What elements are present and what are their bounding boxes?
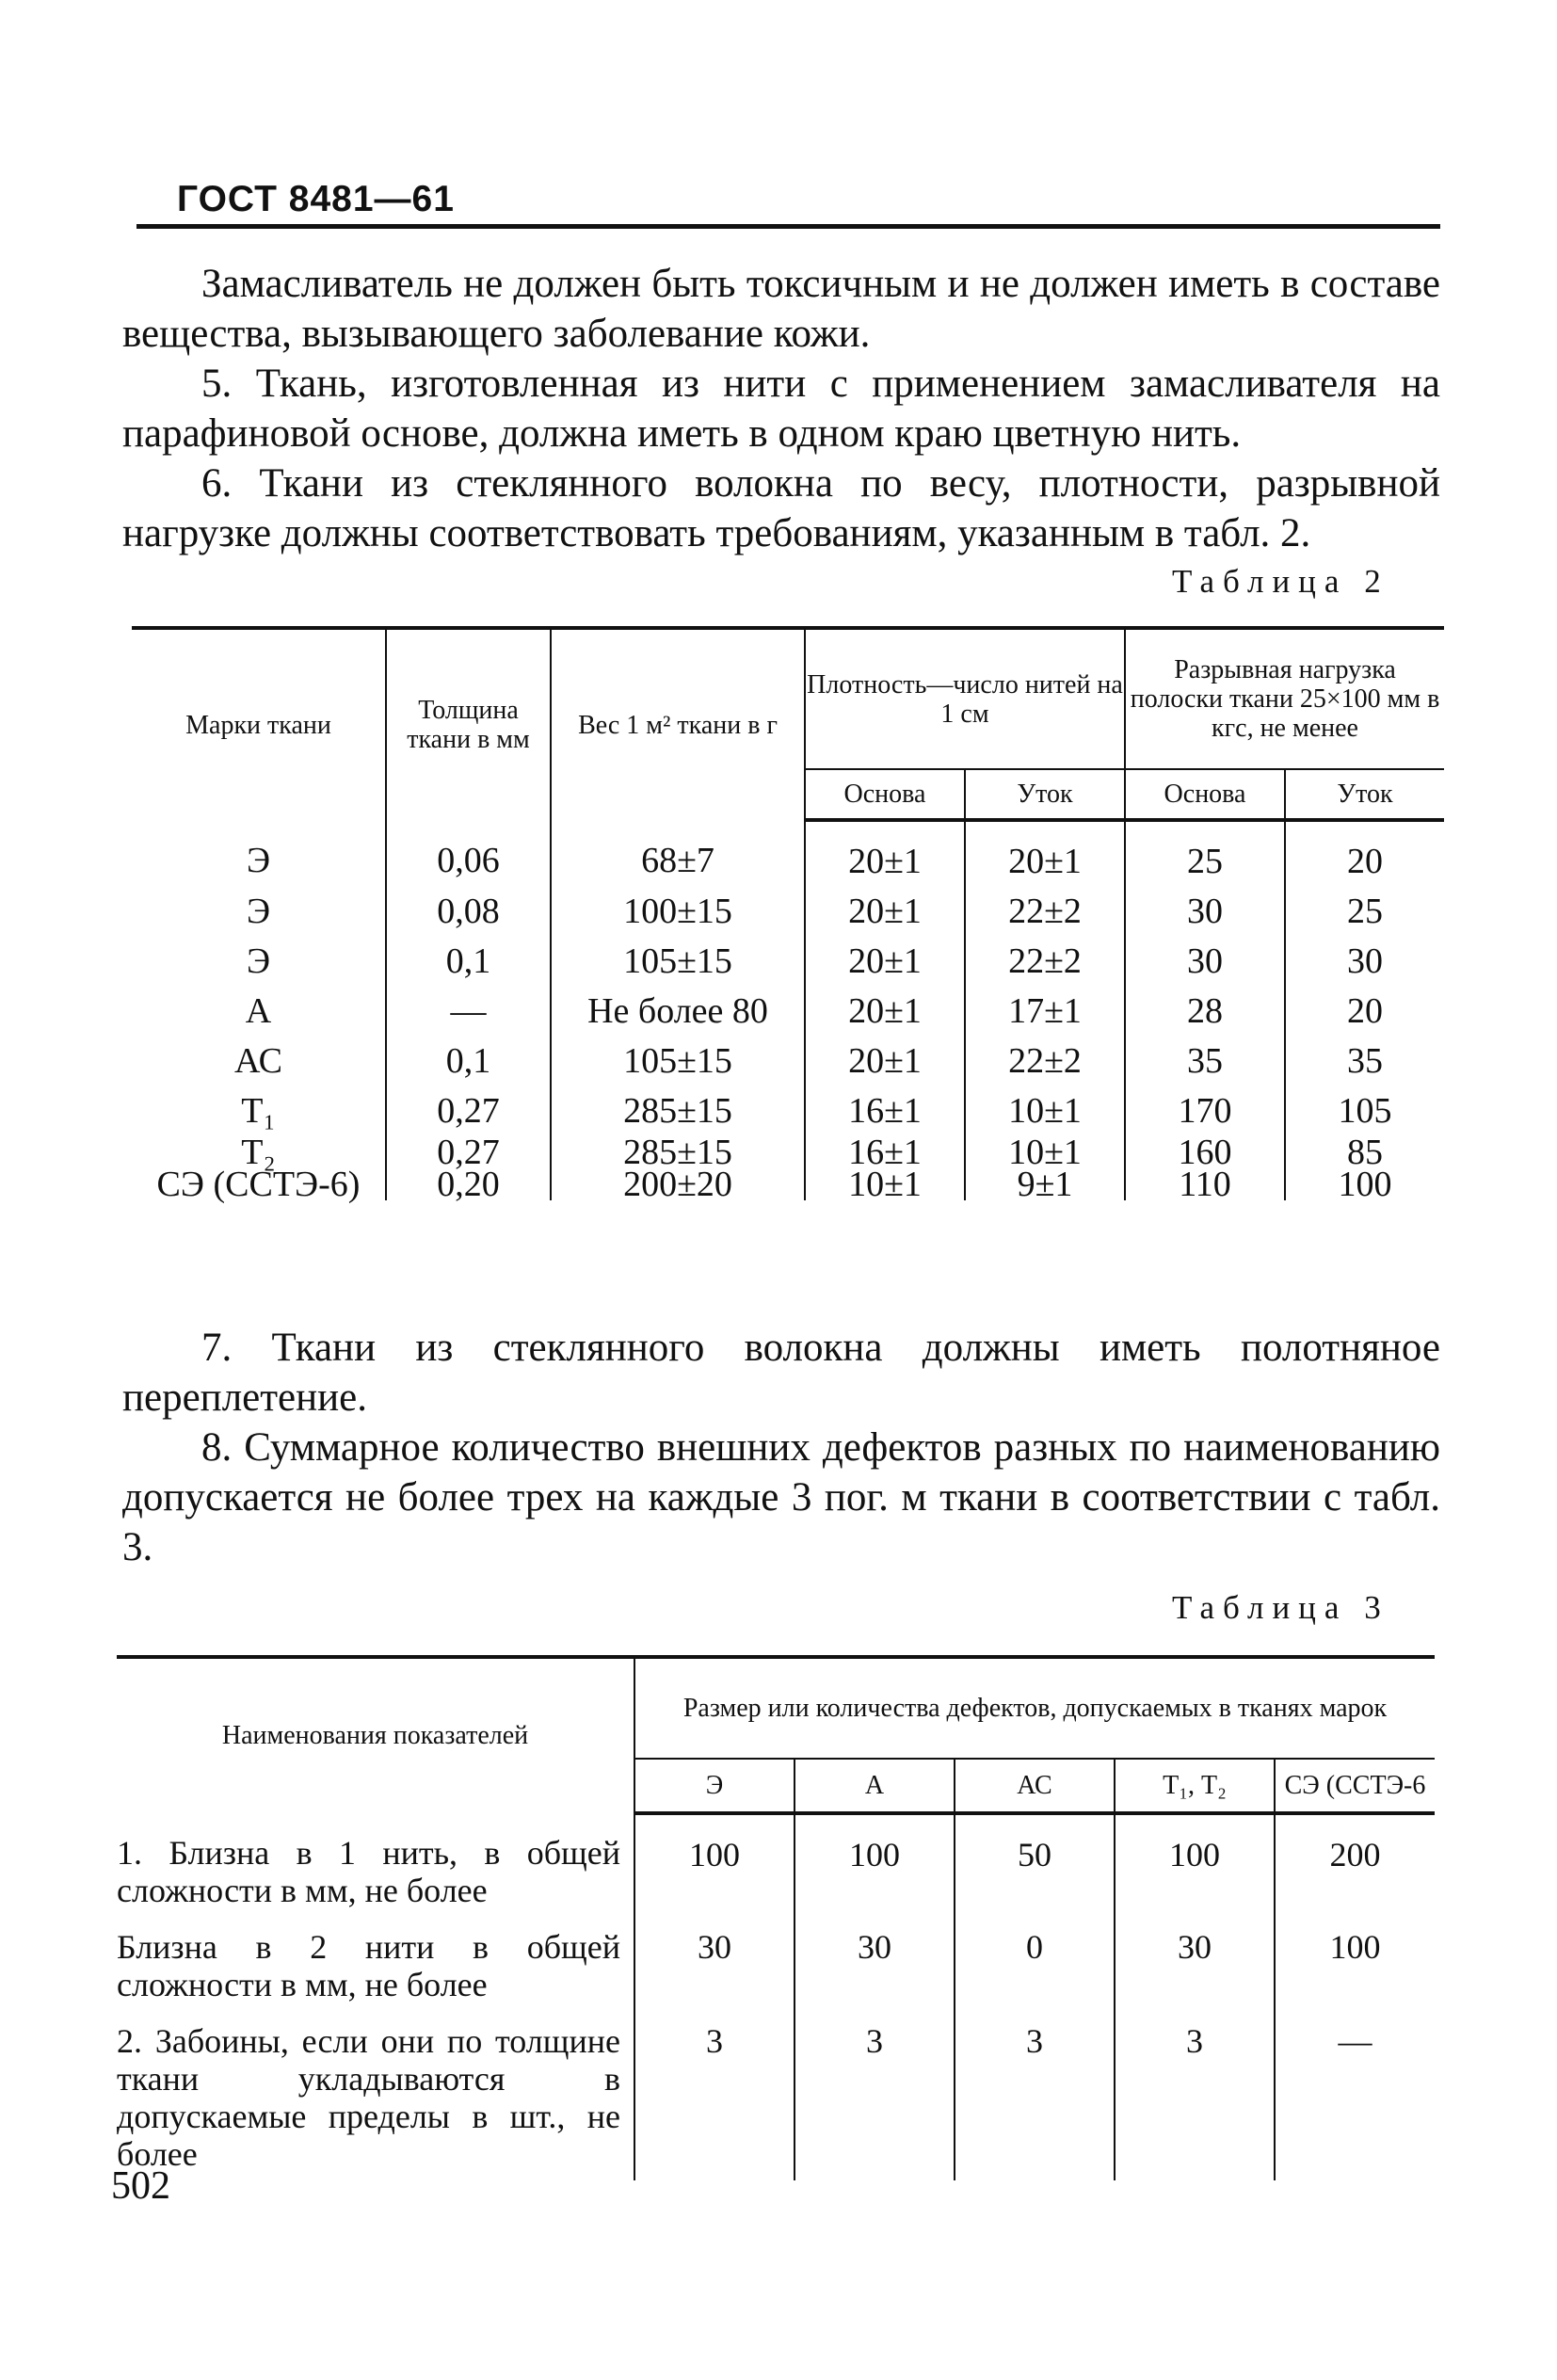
table3-header-group: Размер или количества дефектов, допускаемых в тканях марок — [634, 1657, 1435, 1759]
table2-cell: — — [386, 987, 551, 1037]
table2-cell: 10±1 — [965, 1136, 1125, 1168]
table2-cell: 0,08 — [386, 887, 551, 937]
table3-indicator-name: Близна в 2 нити в общей сложности в мм, не более — [117, 1928, 620, 2003]
table2-cell: 16±1 — [805, 1136, 965, 1168]
table2-cell: 20±1 — [805, 887, 965, 937]
table2-cell: 170 — [1125, 1086, 1285, 1136]
table2-cell: Э — [246, 841, 271, 880]
table2-cell: 20±1 — [805, 987, 965, 1037]
table2-cell: 20±1 — [805, 820, 965, 887]
table2-header-density-weft: Уток — [965, 769, 1125, 820]
table3-row — [117, 1917, 1435, 2011]
table3-cell: 3 — [795, 2011, 955, 2180]
table2-cell: Э — [246, 941, 271, 981]
table2-cell: 20±1 — [805, 1037, 965, 1086]
table2-row — [132, 820, 1444, 887]
paragraph-8: 8. Суммарное количество внешних дефектов разных по наименованию допускается не более трех на каждые 3 пог. м ткани в соответствии с табл. 3. — [122, 1425, 1440, 1569]
table2-cell: АС — [234, 1041, 282, 1081]
table2-row — [132, 1037, 1444, 1086]
table3-header-indicator: Наименования показателей — [221, 1721, 529, 1750]
table2-caption: Таблица 2 — [1172, 563, 1389, 600]
table2-cell: 35 — [1285, 1037, 1444, 1086]
table2-cell: 200±20 — [551, 1168, 805, 1200]
table2-cell: 0,27 — [386, 1136, 551, 1168]
table3-header-mark: Т₁, Т₂ — [1115, 1759, 1275, 1813]
table2-header-mark: Марки ткани — [185, 710, 331, 740]
table3-header-mark: Э — [634, 1759, 795, 1813]
table2-cell: 20 — [1285, 820, 1444, 887]
table2-cell: 25 — [1125, 820, 1285, 887]
table2-cell: 0,06 — [386, 820, 551, 887]
table3-cell: 30 — [795, 1917, 955, 2011]
table2-cell: 0,27 — [386, 1086, 551, 1136]
paragraph-7: 7. Ткани из стеклянного волокна должны иметь полотняное переплетение. — [122, 1326, 1440, 1420]
table2-cell: 30 — [1125, 937, 1285, 987]
table3-header-mark: АС — [955, 1759, 1115, 1813]
table2-cell: 160 — [1125, 1136, 1285, 1168]
table3-caption: Таблица 3 — [1172, 1589, 1389, 1626]
table2-cell: 30 — [1125, 887, 1285, 937]
table2-cell: 10±1 — [965, 1086, 1125, 1136]
header-rule — [136, 224, 1440, 229]
page-number: 502 — [111, 2164, 170, 2208]
table2-cell: СЭ (ССТЭ-6) — [156, 1165, 361, 1204]
table2-cell: А — [245, 991, 272, 1031]
table3-cell: 30 — [1115, 1917, 1275, 2011]
table3-cell: — — [1275, 2011, 1435, 2180]
table2-cell: 285±15 — [551, 1086, 805, 1136]
table2-cell: 0,1 — [386, 1037, 551, 1086]
table2-header-load: Разрывная нагрузка полоски ткани 25×100 мм в кгс, не менее — [1125, 628, 1444, 769]
table2-cell: 68±7 — [551, 820, 805, 887]
page-header-title: ГОСТ 8481—61 — [177, 179, 455, 219]
table2-cell: 100 — [1285, 1168, 1444, 1200]
table2-cell: 25 — [1285, 887, 1444, 937]
paragraph-6: 6. Ткани из стеклянного волокна по весу, плотности, разрывной нагрузке должны соответствовать требованиям, указанным в табл. 2. — [122, 461, 1440, 555]
table2-cell: 22±2 — [965, 937, 1125, 987]
table2-cell: 0,20 — [386, 1168, 551, 1200]
table2-cell: 105 — [1285, 1086, 1444, 1136]
table2-cell: 110 — [1125, 1168, 1285, 1200]
table3-cell: 50 — [955, 1813, 1115, 1917]
table2-cell: 28 — [1125, 987, 1285, 1037]
table2-row — [132, 1136, 1444, 1168]
table2-cell: 20 — [1285, 987, 1444, 1037]
table3-cell: 0 — [955, 1917, 1115, 2011]
table3-cell: 30 — [634, 1917, 795, 2011]
table3-cell: 100 — [1115, 1813, 1275, 1917]
table2-row — [132, 1168, 1444, 1200]
table2-cell: 285±15 — [551, 1136, 805, 1168]
table3-cell: 100 — [795, 1813, 955, 1917]
table2-header-load-warp: Основа — [1125, 769, 1285, 820]
table2-cell: 22±2 — [965, 887, 1125, 937]
table2-cell: 100±15 — [551, 887, 805, 937]
table2-cell: 30 — [1285, 937, 1444, 987]
table3-row — [117, 1813, 1435, 1917]
table2-header-thickness: Толщина ткани в мм — [386, 628, 551, 820]
table2-cell: 105±15 — [551, 937, 805, 987]
text-block-after-table2 — [122, 1323, 1440, 1572]
table3 — [117, 1655, 1435, 2180]
table2-cell: 9±1 — [965, 1168, 1125, 1200]
table3-row — [117, 2011, 1435, 2180]
table2-cell: 20±1 — [965, 820, 1125, 887]
table2-header-load-weft: Уток — [1285, 769, 1444, 820]
table2-cell: 17±1 — [965, 987, 1125, 1037]
table2-cell: Т₁ — [241, 1091, 276, 1131]
text-block-before-table2 — [122, 259, 1440, 558]
table3-cell: 100 — [1275, 1917, 1435, 2011]
table3-cell: 3 — [955, 2011, 1115, 2180]
table2-header-density-warp: Основа — [805, 769, 965, 820]
table3-cell: 3 — [1115, 2011, 1275, 2180]
table3-header-mark: А — [795, 1759, 955, 1813]
table3-cell: 3 — [634, 2011, 795, 2180]
table3-cell: 100 — [634, 1813, 795, 1917]
table3-cell: 200 — [1275, 1813, 1435, 1917]
table2-cell: 16±1 — [805, 1086, 965, 1136]
table2-cell: 22±2 — [965, 1037, 1125, 1086]
table2-row — [132, 987, 1444, 1037]
table2-cell: Э — [246, 892, 271, 931]
paragraph-lubricant: Замасливатель не должен быть токсичным и не должен иметь в составе вещества, вызывающего заболевание кожи. — [122, 262, 1440, 356]
table2-row — [132, 887, 1444, 937]
table2-cell: 0,1 — [386, 937, 551, 987]
table2-header-density: Плотность—число нитей на 1 см — [805, 628, 1125, 769]
table2-cell: 20±1 — [805, 937, 965, 987]
table2-cell: 10±1 — [805, 1168, 965, 1200]
paragraph-5: 5. Ткань, изготовленная из нити с применением замасливателя на парафиновой основе, должна иметь в одном краю цветную нить. — [122, 362, 1440, 456]
table2-cell: Не более 80 — [551, 987, 805, 1037]
table2-row — [132, 1086, 1444, 1136]
table3-header-mark: СЭ (ССТЭ-6 — [1275, 1759, 1435, 1813]
table2-header-weight: Вес 1 м² ткани в г — [551, 628, 805, 820]
table2-cell: 105±15 — [551, 1037, 805, 1086]
table3-indicator-name: 2. Забоины, если они по толщине ткани укладываются в допускаемые пределы в шт., не более — [117, 2022, 620, 2173]
table2 — [132, 626, 1444, 1204]
table2-cell: Т₂ — [241, 1133, 276, 1172]
table2-row — [132, 937, 1444, 987]
table2-cell: 35 — [1125, 1037, 1285, 1086]
table2-cell: 85 — [1285, 1136, 1444, 1168]
table3-indicator-name: 1. Близна в 1 нить, в общей сложности в мм, не более — [117, 1834, 620, 1909]
